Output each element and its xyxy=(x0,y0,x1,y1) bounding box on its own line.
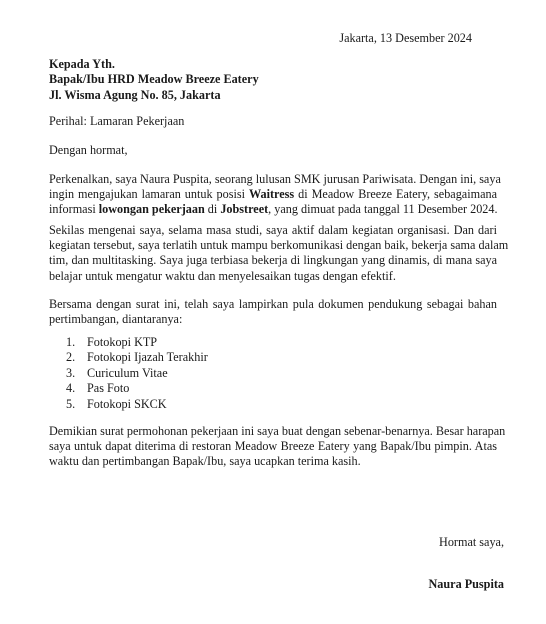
attachments-intro-line: Bersama dengan surat ini, telah saya lampirkan pula dokumen pendukung sebagai bahan xyxy=(49,297,497,311)
list-item-label: Fotokopi SKCK xyxy=(87,396,167,411)
recipient-block xyxy=(49,57,259,103)
list-item-label: Fotokopi KTP xyxy=(87,335,158,349)
about-line: Sekilas mengenai saya, selama masa studi, saya aktif dalam kegiatan organisasi. Dan dari xyxy=(49,223,497,237)
list-item-number: 2. xyxy=(66,350,76,365)
closing-line: waktu dan pertimbangan Bapak/Ibu, saya ucapkan terima kasih. xyxy=(49,454,361,469)
attachments-list xyxy=(66,335,208,412)
job-vacancy-highlight: lowongan pekerjaan xyxy=(98,202,205,217)
list-item xyxy=(66,366,208,381)
list-item xyxy=(66,381,208,396)
signer-name: Naura Puspita xyxy=(428,577,504,591)
letter-subject: Perihal: Lamaran Pekerjaan xyxy=(49,114,185,128)
list-item-number: 4. xyxy=(66,381,76,396)
list-item-label: Curiculum Vitae xyxy=(87,365,168,380)
letter-date: Jakarta, 13 Desember 2024 xyxy=(339,31,472,45)
intro-text: di xyxy=(204,202,221,217)
complimentary-close: Hormat saya, xyxy=(439,535,504,549)
about-paragraph xyxy=(49,223,509,284)
list-item xyxy=(66,335,208,350)
intro-paragraph xyxy=(49,172,501,218)
attachments-intro-line: pertimbangan, diantaranya: xyxy=(49,312,183,327)
letter-greeting: Dengan hormat, xyxy=(49,143,128,157)
list-item-number: 3. xyxy=(66,365,76,380)
intro-line xyxy=(49,187,497,202)
closing-paragraph xyxy=(49,424,506,470)
about-line: kegiatan tersebut, saya terlatih untuk mampu berkomunikasi dengan baik, bekerja sama dalam xyxy=(49,238,509,253)
recipient-salutation: Kepada Yth. xyxy=(49,57,115,71)
recipient-name: Bapak/Ibu HRD Meadow Breeze Eatery xyxy=(49,72,259,87)
closing-line: Demikian surat permohonan pekerjaan ini saya buat dengan sebenar-benarnya. Besar harapan xyxy=(49,424,506,438)
intro-line: Perkenalkan, saya Naura Puspita, seorang lulusan SMK jurusan Pariwisata. Dengan ini, saya xyxy=(49,172,501,186)
list-item-number: 1. xyxy=(66,335,76,349)
jobstreet-highlight: Jobstreet xyxy=(220,202,269,217)
list-item xyxy=(66,350,208,365)
intro-text: informasi xyxy=(49,202,99,217)
recipient-address: Jl. Wisma Agung No. 85, Jakarta xyxy=(49,87,221,102)
intro-text: di Meadow Breeze Eatery, sebagaimana xyxy=(294,187,497,202)
intro-text: , yang dimuat pada tanggal 11 Desember 2024. xyxy=(268,202,498,217)
intro-text: ingin mengajukan lamaran untuk posisi xyxy=(49,187,249,202)
about-line: tim, dan multitasking. Saya juga terbiasa bekerja di lingkungan yang dinamis, di mana saya xyxy=(49,253,497,268)
list-item-number: 5. xyxy=(66,396,76,411)
list-item-label: Fotokopi Ijazah Terakhir xyxy=(87,350,208,365)
list-item-label: Pas Foto xyxy=(87,381,130,396)
closing-line: saya untuk dapat diterima di restoran Meadow Breeze Eatery yang Bapak/Ibu pimpin. Atas xyxy=(49,439,497,454)
list-item xyxy=(66,397,208,412)
intro-line xyxy=(49,202,497,217)
position-highlight: Waitress xyxy=(248,187,295,202)
attachments-intro-paragraph xyxy=(49,297,497,327)
about-line: belajar untuk mengatur waktu dan menyelesaikan tugas dengan efektif. xyxy=(49,268,396,283)
